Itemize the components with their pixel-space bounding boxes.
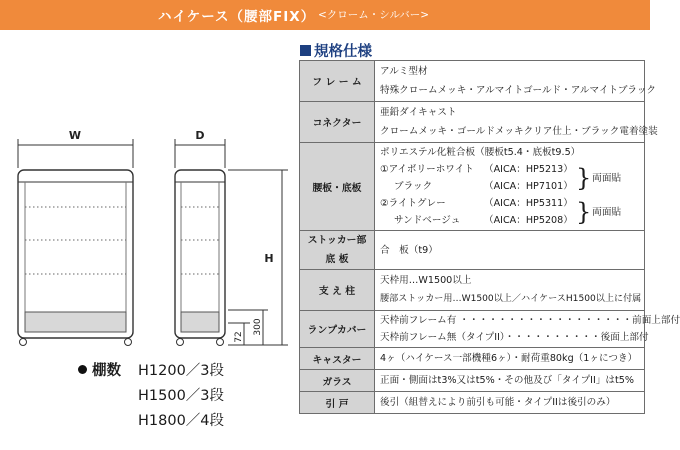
tier-row-1 xyxy=(78,359,121,380)
frame-value xyxy=(375,61,657,102)
depth-label: D xyxy=(195,129,205,142)
side-caster-left xyxy=(177,339,184,346)
panel-color-name: ①アイボリーホワイト xyxy=(380,164,474,175)
table-row xyxy=(300,61,645,102)
glass-value: 正面・側面はt3%又はt5%・その他及び「タイプII」はt5% xyxy=(375,370,645,392)
glass-label: ガラス xyxy=(300,370,375,392)
posts-line: 天枠用…W1500以上 xyxy=(380,275,472,286)
waist-panel-line: ポリエステル化粧合板（腰板t5.4・底板t9.5） xyxy=(380,147,581,158)
posts-line: 腰部ストッカー用…W1500以上／ハイケースH1500以上に付属 xyxy=(380,294,642,304)
brace-icon: } xyxy=(576,164,592,192)
table-row xyxy=(300,348,645,370)
panel-color-code: （AICA：HP5311） xyxy=(484,198,573,209)
stocker-label-line: ストッカー部 xyxy=(307,235,367,246)
dim-300-label: 300 xyxy=(253,318,263,336)
table-row xyxy=(300,102,645,143)
table-row xyxy=(300,270,645,311)
connector-line: クロームメッキ・ゴールドメッキクリア仕上・ブラック電着塗装 xyxy=(380,126,658,137)
table-row xyxy=(300,311,645,348)
panel-color-code: （AICA：HP5208） xyxy=(484,215,573,226)
height-label: H xyxy=(264,252,274,265)
waist-panel-label: 腰板・底板 xyxy=(300,143,375,231)
lamp-cover-position: 前面上部付 xyxy=(632,315,680,326)
side-waist-panel xyxy=(181,312,219,332)
stocker-label xyxy=(300,231,375,270)
spec-heading xyxy=(300,40,372,61)
table-row xyxy=(300,231,645,270)
panel-color-name: ②ライトグレー xyxy=(380,198,446,209)
connector-line: 亜鉛ダイキャスト xyxy=(380,107,457,118)
sliding-door-value: 後引（組替えにより前引も可能・タイプIIは後引のみ） xyxy=(375,392,645,414)
table-row xyxy=(300,392,645,414)
lamp-cover-label: ランプカバー xyxy=(300,311,375,348)
bullet-icon xyxy=(78,365,87,374)
table-row xyxy=(300,143,645,231)
panel-color-name: ブラック xyxy=(394,181,433,192)
lamp-cover-position: 後面上部付 xyxy=(600,332,649,343)
tier-item: H1500／3段 xyxy=(138,388,225,404)
table-row xyxy=(300,370,645,392)
page-title: ハイケース（腰部FIX） xyxy=(158,9,316,25)
panel-group-2 xyxy=(380,195,639,229)
panel-color-name: サンドベージュ xyxy=(394,215,461,226)
sliding-door-label: 引 戸 xyxy=(300,392,375,414)
front-caster-right xyxy=(125,339,132,346)
connector-label: コネクター xyxy=(300,102,375,143)
lamp-cover-line: 天枠前フレーム有 ・・・・・・・・・・・・・・・・・・ xyxy=(380,315,633,326)
posts-value xyxy=(375,270,645,311)
spec-heading-text: 規格仕様 xyxy=(314,44,372,60)
panel-color-code: （AICA：HP7101） xyxy=(484,181,573,192)
cabinet-drawing xyxy=(0,0,300,360)
panel-note: 両面貼 xyxy=(592,206,622,218)
tier-item: H1200／3段 xyxy=(138,363,225,379)
width-label: W xyxy=(68,129,82,142)
lamp-cover-line: 天枠前フレーム無（タイプII）・・・・・・・・・・ xyxy=(380,332,601,343)
panel-group-1 xyxy=(380,161,639,195)
lamp-cover-value xyxy=(375,311,680,348)
caster-label: キャスター xyxy=(300,348,375,370)
front-waist-panel xyxy=(25,312,126,332)
front-caster-left xyxy=(20,339,27,346)
side-caster-right xyxy=(217,339,224,346)
frame-line: 特殊クロームメッキ・アルマイトゴールド・アルマイトブラック xyxy=(380,85,657,96)
square-bullet-icon xyxy=(300,45,311,56)
dim-72-label: 72 xyxy=(234,331,244,343)
tier-label: 棚数 xyxy=(92,363,121,379)
caster-value: 4ヶ（ハイケース一部機種6ヶ）・耐荷重80kg（1ヶにつき） xyxy=(375,348,645,370)
brace-icon: } xyxy=(576,198,592,226)
waist-panel-value xyxy=(375,143,645,231)
connector-value xyxy=(375,102,658,143)
tier-item: H1800／4段 xyxy=(138,413,225,429)
panel-color-code: （AICA：HP5213） xyxy=(484,164,573,175)
stocker-value: 合 板（t9） xyxy=(375,231,645,270)
posts-label: 支 え 柱 xyxy=(300,270,375,311)
page-subtitle: <クローム・シルバー> xyxy=(318,9,430,21)
frame-line: アルミ型材 xyxy=(380,66,428,77)
spec-table xyxy=(299,60,680,414)
stocker-label-line: 底 板 xyxy=(325,254,349,265)
frame-label: フ レ ー ム xyxy=(300,61,375,102)
panel-note: 両面貼 xyxy=(592,172,622,184)
